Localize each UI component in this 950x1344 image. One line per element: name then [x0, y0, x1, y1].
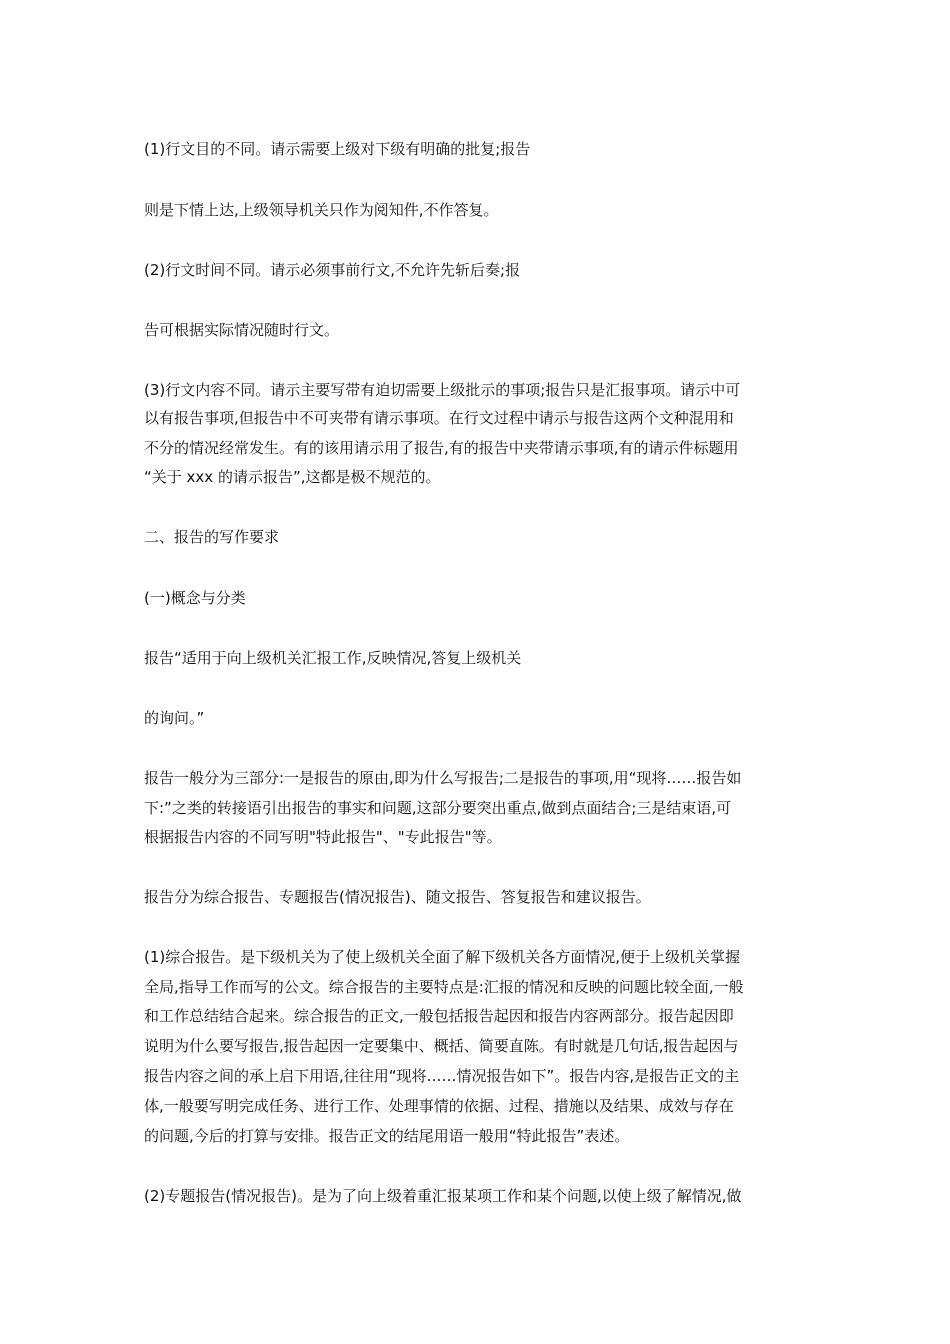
paragraph-line: 的询问。” — [144, 709, 205, 727]
paragraph-line: 和工作总结结合起来。综合报告的正文,一般包括报告起因和报告内容两部分。报告起因即 — [144, 1007, 734, 1025]
paragraph-line: (2)专题报告(情况报告)。是为了向上级着重汇报某项工作和某个问题,以使上级了解情况,做 — [144, 1187, 742, 1205]
paragraph-line: 告可根据实际情况随时行文。 — [144, 321, 340, 339]
paragraph-line: 则是下情上达,上级领导机关只作为阅知件,不作答复。 — [144, 201, 499, 219]
paragraph-line: 以有报告事项,但报告中不可夹带有请示事项。在行文过程中请示与报告这两个文种混用和 — [144, 409, 734, 427]
paragraph-line: 报告内容之间的承上启下用语,往往用“现将……情况报告如下”。报告内容,是报告正文的主 — [144, 1067, 740, 1085]
paragraph-line: 体,一般要写明完成任务、进行工作、处理事情的依据、过程、措施以及结果、成效与存在 — [144, 1097, 734, 1115]
paragraph-line: 根据报告内容的不同写明"特此报告"、"专此报告"等。 — [144, 828, 502, 846]
paragraph-line: “关于 xxx 的请示报告”,这都是极不规范的。 — [144, 468, 441, 486]
section-heading: 二、报告的写作要求 — [144, 528, 280, 546]
paragraph-line: 不分的情况经常发生。有的该用请示用了报告,有的报告中夹带请示事项,有的请示件标题用 — [144, 439, 739, 457]
paragraph-line: 全局,指导工作而写的公文。综合报告的主要特点是:汇报的情况和反映的问题比较全面,一般 — [144, 978, 744, 996]
paragraph-line: (2)行文时间不同。请示必须事前行文,不允许先斩后奏;报 — [144, 261, 521, 279]
paragraph-line: 报告分为综合报告、专题报告(情况报告)、随文报告、答复报告和建议报告。 — [144, 888, 651, 906]
paragraph-line: 下:”之类的转接语引出报告的事实和问题,这部分要突出重点,做到点面结合;三是结束语,可 — [144, 799, 732, 817]
paragraph-line: (3)行文内容不同。请示主要写带有迫切需要上级批示的事项;报告只是汇报事项。请示中可 — [144, 381, 741, 399]
subsection-heading: (一)概念与分类 — [144, 589, 246, 607]
paragraph-line: (1)综合报告。是下级机关为了使上级机关全面了解下级机关各方面情况,便于上级机关掌握 — [144, 948, 741, 966]
paragraph-line: (1)行文目的不同。请示需要上级对下级有明确的批复;报告 — [144, 140, 531, 158]
paragraph-line: 报告一般分为三部分:一是报告的原由,即为什么写报告;二是报告的事项,用“现将……报告如 — [144, 769, 742, 787]
paragraph-line: 的问题,今后的打算与安排。报告正文的结尾用语一般用“特此报告”表述。 — [144, 1127, 630, 1145]
paragraph-line: 报告“适用于向上级机关汇报工作,反映情况,答复上级机关 — [144, 649, 522, 667]
paragraph-line: 说明为什么要写报告,报告起因一定要集中、概括、简要直陈。有时就是几句话,报告起因与 — [144, 1037, 739, 1055]
